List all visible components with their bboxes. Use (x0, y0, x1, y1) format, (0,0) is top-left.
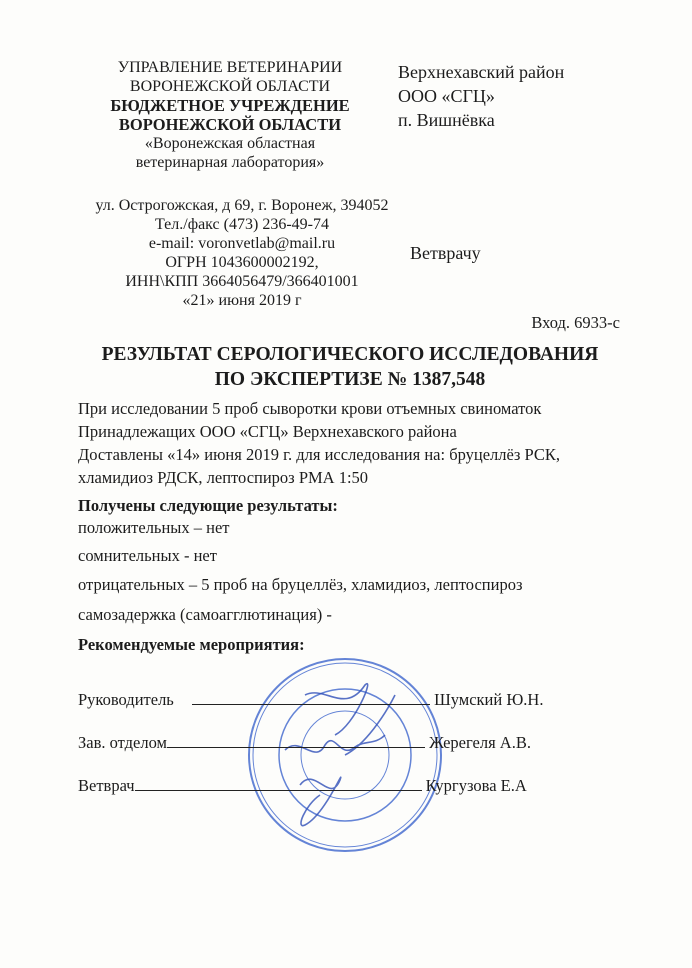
date-line: «21» июня 2019 г (182, 292, 302, 309)
result-doubtful: сомнительных - нет (78, 546, 217, 565)
signature-role: Ветврач (78, 776, 135, 795)
ogrn-line: ОГРН 1043600002192, (165, 254, 319, 271)
org-line-2: ВОРОНЕЖСКОЙ ОБЛАСТИ (129, 78, 331, 95)
recipient-line-1: Верхнехавский район (398, 62, 565, 82)
org-line-3: БЮДЖЕТНОЕ УЧРЕЖДЕНИЕ (110, 96, 350, 115)
signature-row-head (78, 690, 543, 710)
email-line: e-mail: voronvetlab@mail.ru (148, 235, 336, 252)
official-stamp (245, 655, 445, 855)
intro-line-3: Доставлены «14» июня 2019 г. для исследования на: бруцеллёз РСК, (78, 445, 560, 464)
org-line-4: ВОРОНЕЖСКОЙ ОБЛАСТИ (118, 115, 342, 134)
result-self-agglutination: самозадержка (самоагглютинация) - (78, 605, 332, 624)
signature-name: Жерегеля А.В. (429, 733, 531, 752)
intro-line-2: Принадлежащих ООО «СГЦ» Верхнехавского района (78, 422, 457, 441)
result-positive: положительных – нет (78, 518, 230, 537)
signature-line (167, 733, 425, 748)
signature-row-department (78, 733, 531, 753)
signature-role: Зав. отделом (78, 733, 167, 752)
incoming-number: Вход. 6933-с (531, 313, 620, 332)
result-negative: отрицательных – 5 проб на бруцеллёз, хламидиоз, лептоспироз (78, 575, 523, 594)
address-line: ул. Острогожская, д 69, г. Воронеж, 394052 (95, 197, 389, 214)
document-title-line-2: ПО ЭКСПЕРТИЗЕ № 1387,548 (214, 369, 486, 390)
document-title-line-1: РЕЗУЛЬТАТ СЕРОЛОГИЧЕСКОГО ИССЛЕДОВАНИЯ (101, 344, 599, 365)
signature-row-vet (78, 776, 527, 796)
recipient-role: Ветврачу (410, 243, 481, 263)
intro-line-4: хламидиоз РДСК, лептоспироз РМА 1:50 (78, 468, 369, 487)
recipient-line-3: п. Вишнёвка (398, 110, 495, 130)
recipient-line-2: ООО «СГЦ» (398, 86, 495, 106)
org-line-1: УПРАВЛЕНИЕ ВЕТЕРИНАРИИ (117, 59, 343, 76)
org-line-6: ветеринарная лаборатория» (135, 154, 325, 171)
signature-line (135, 776, 422, 791)
signature-name: Кургузова Е.А (425, 776, 527, 795)
signature-name: Шумский Ю.Н. (434, 690, 544, 709)
intro-line-1: При исследовании 5 проб сыворотки крови отъемных свиноматок (78, 399, 542, 418)
inn-line: ИНН\КПП 3664056479/366401001 (125, 273, 359, 290)
recommendations-heading: Рекомендуемые мероприятия: (78, 635, 305, 654)
signature-role: Руководитель (78, 690, 174, 709)
org-line-5: «Воронежская областная (144, 135, 316, 152)
results-heading: Получены следующие результаты: (78, 496, 338, 515)
signature-line (192, 690, 430, 705)
phone-line: Тел./факс (473) 236-49-74 (155, 216, 329, 233)
